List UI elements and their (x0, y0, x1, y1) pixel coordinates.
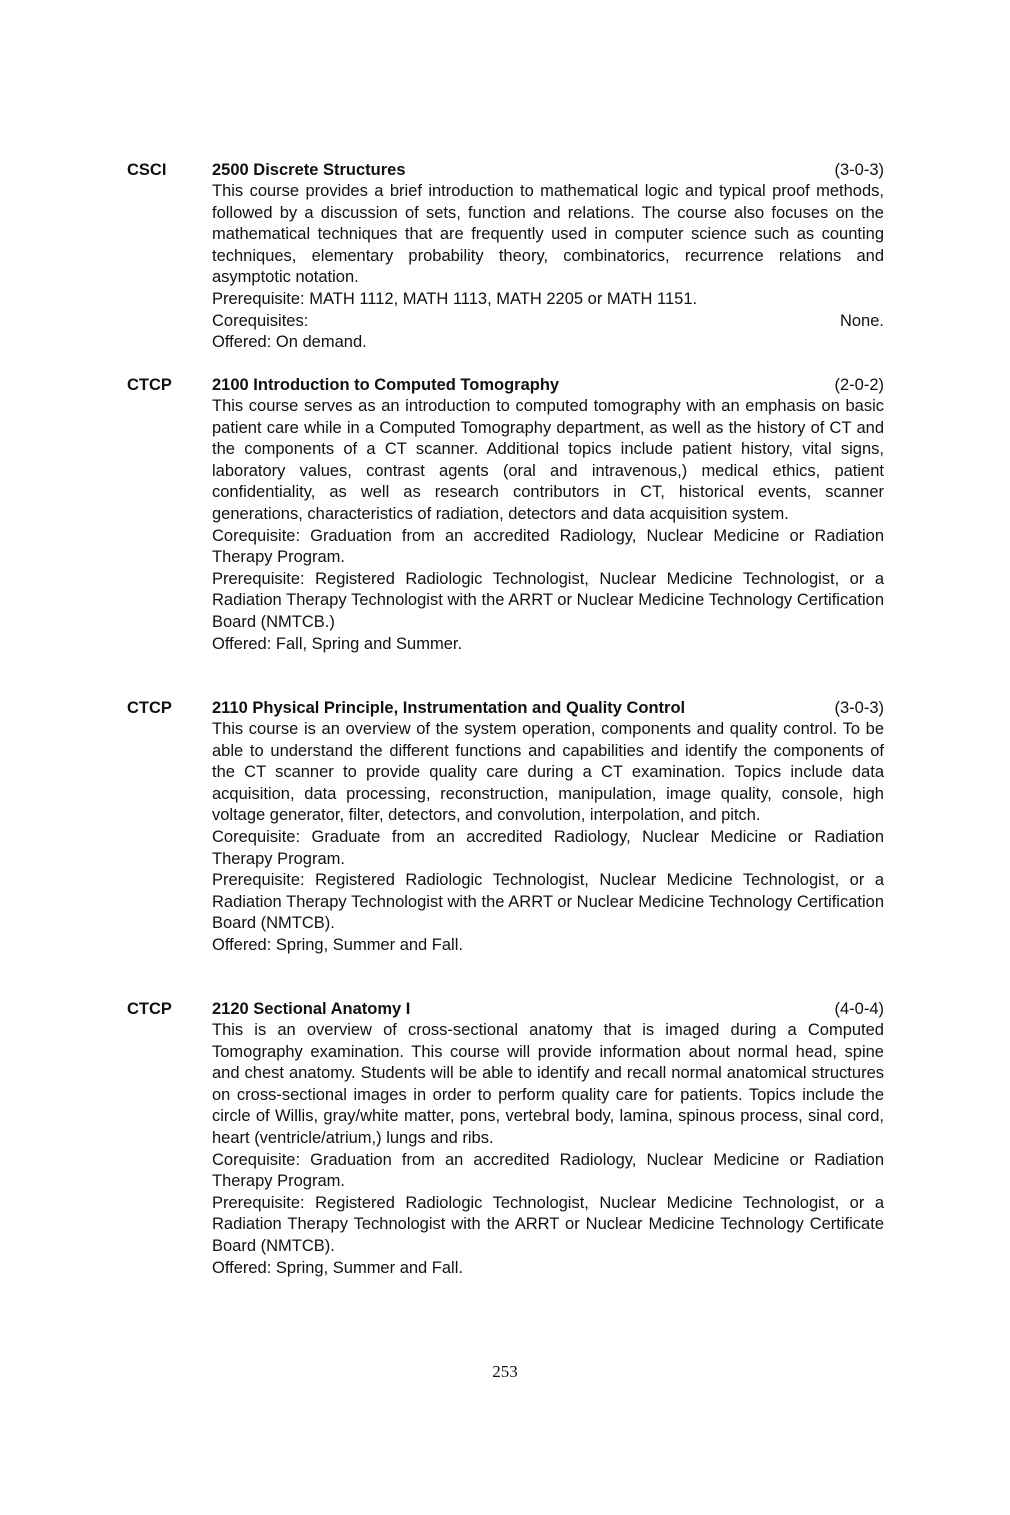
course-corequisite: Corequisite: Graduate from an accredited Radiology, Nuclear Medicine or Radiation Therapy Program. (212, 827, 884, 868)
course-title: 2500 Discrete Structures (212, 161, 406, 179)
course-header (127, 697, 884, 719)
course-entry-ctcp-2100 (127, 374, 884, 655)
course-dept: CTCP (127, 699, 172, 717)
course-corequisite: Corequisite: Graduation from an accredited Radiology, Nuclear Medicine or Radiation Therapy Program. (212, 1150, 884, 1191)
course-dept: CSCI (127, 161, 167, 179)
course-description: This course provides a brief introduction to mathematical logic and typical proof methods, followed by a discussion of sets, function and relations. The course also focuses on the mathematical techniques that are frequently used in computer science such as counting techniques, elementary probability theory, combinatorics, recurrence relations and asymptotic notation. (212, 182, 884, 287)
course-corequisite: Corequisite: Graduation from an accredited Radiology, Nuclear Medicine or Radiation Therapy Program. (212, 526, 884, 567)
course-body (212, 181, 884, 354)
course-header (127, 998, 884, 1020)
course-entry-ctcp-2120 (127, 998, 884, 1279)
course-credits: (4-0-4) (834, 1000, 884, 1018)
course-credits: (3-0-3) (834, 699, 884, 717)
course-credits: (2-0-2) (834, 376, 884, 394)
course-offered: Offered: Spring, Summer and Fall. (212, 935, 463, 954)
course-credits: (3-0-3) (834, 161, 884, 179)
course-description: This course is an overview of the system operation, components and quality control. To be able to understand the different functions and capabilities and identify the components of the CT scanner to provide quality care during a CT examination. Topics include data acquisition, data processing, reconstruction, manipulation, image quality, console, high voltage generator, filter, detectors, and convolution, interpolation, and pitch. (212, 720, 884, 825)
course-header (127, 159, 884, 181)
course-header (127, 374, 884, 396)
page-number: 253 (492, 1362, 518, 1381)
course-entry-csci-2500 (127, 159, 884, 354)
course-prerequisite: Prerequisite: Registered Radiologic Technologist, Nuclear Medicine Technologist, or a Radiation Therapy Technologist with the ARRT or Nuclear Medicine Technology Certification Board (NMTCB). (212, 871, 884, 933)
course-description: This course serves as an introduction to computed tomography with an emphasis on basic patient care while in a Computed Tomography department, as well as the history of CT and the components of a CT scanner. Additional topics include patient history, vital signs, laboratory values, contrast agents (oral and intravenous,) medical ethics, patient confidentiality, as well as research contributors in CT, historical events, scanner generations, characteristics of radiation, detectors and data acquisition system. (212, 397, 884, 523)
course-title: 2100 Introduction to Computed Tomography (212, 376, 560, 394)
course-prerequisite: Prerequisite: Registered Radiologic Technologist, Nuclear Medicine Technologist, or a Radiation Therapy Technologist with the ARRT or Nuclear Medicine Technology Certification Board (NMTCB.) (212, 569, 884, 631)
course-body (212, 1020, 884, 1279)
course-body (212, 396, 884, 655)
course-dept: CTCP (127, 1000, 172, 1018)
course-body (212, 719, 884, 957)
corequisites-value: None. (839, 311, 884, 330)
course-title: 2110 Physical Principle, Instrumentation and Quality Control (212, 699, 686, 717)
course-description: This is an overview of cross-sectional anatomy that is imaged during a Computed Tomography examination. This course will provide information about normal head, spine and chest anatomy. Students will be able to identify and recall normal anatomical structures on cross-sectional images in order to perform quality care for patients. Topics include the circle of Willis, gray/white matter, pons, vertebral body, lamina, spinous process, sinal cord, heart (ventricle/atrium,) lungs and ribs. (212, 1021, 884, 1147)
corequisites-label: Corequisites: (212, 311, 309, 330)
course-prerequisite: Prerequisite: Registered Radiologic Technologist, Nuclear Medicine Technologist, or a Radiation Therapy Technologist with the ARRT or Nuclear Medicine Technology Certificate Board (NMTCB). (212, 1193, 884, 1255)
course-offered: Offered: Fall, Spring and Summer. (212, 634, 463, 653)
course-offered: Offered: On demand. (212, 333, 367, 352)
course-title: 2120 Sectional Anatomy I (212, 1000, 411, 1018)
course-offered: Offered: Spring, Summer and Fall. (212, 1258, 463, 1277)
course-entry-ctcp-2110 (127, 697, 884, 957)
course-prerequisite: Prerequisite: MATH 1112, MATH 1113, MATH 2205 or MATH 1151. (212, 289, 698, 308)
course-corequisites (212, 311, 884, 333)
course-dept: CTCP (127, 376, 172, 394)
